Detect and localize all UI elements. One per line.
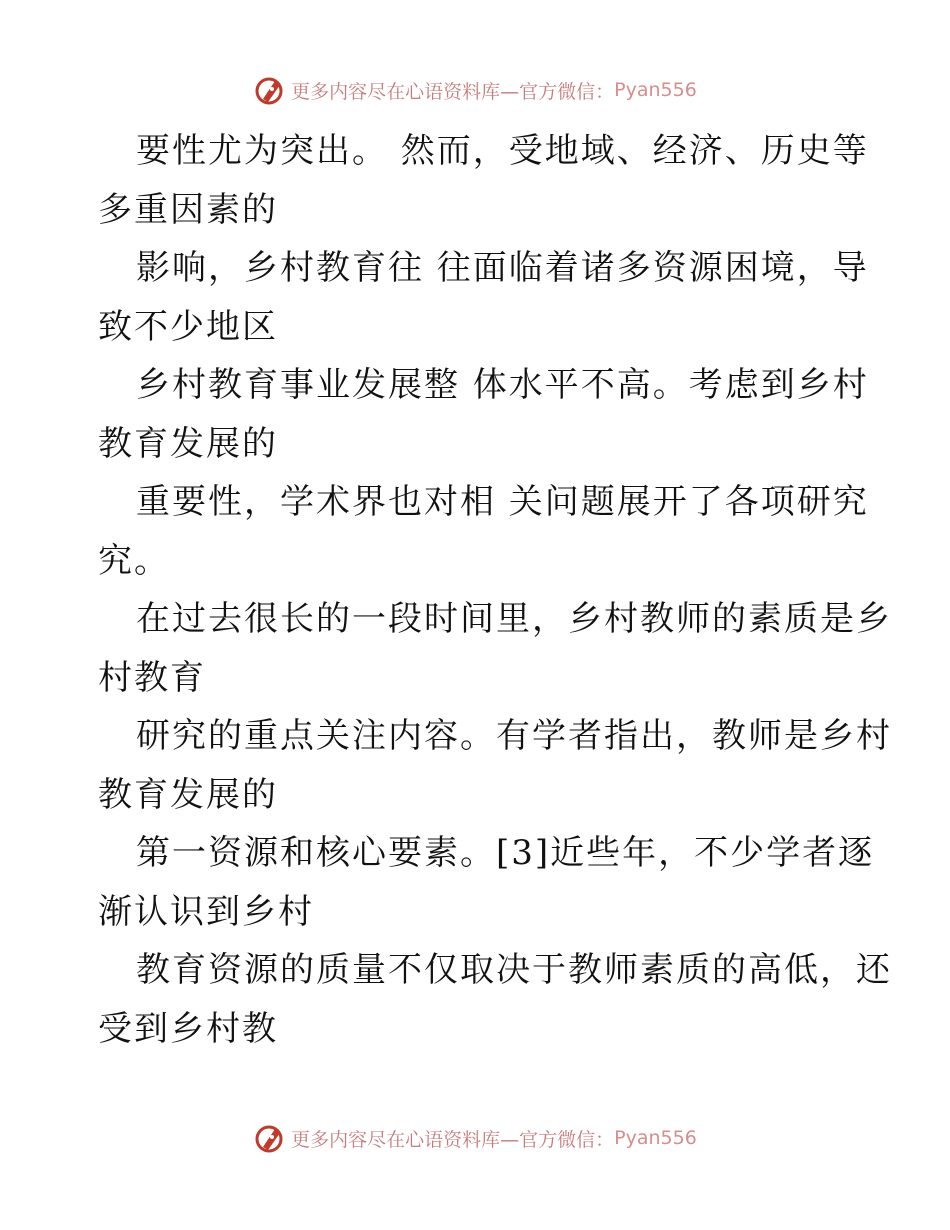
watermark-text: 更多内容尽在心语资料库—官方微信： <box>291 80 615 103</box>
text-line: 研究的重点关注内容。有学者指出，教师是乡村 <box>136 716 892 756</box>
watermark-text: 更多内容尽在心语资料库—官方微信： <box>291 1128 615 1151</box>
text-line: 受到乡村教 <box>98 1008 278 1049</box>
text-line: 多重因素的 <box>98 189 278 230</box>
footer-watermark <box>0 1118 950 1158</box>
text-line: 致不少地区 <box>98 306 278 347</box>
text-line: 教育发展的 <box>98 774 278 815</box>
text-line: 在过去很长的一段时间里，乡村教师的素质是乡 <box>136 599 892 639</box>
document-body <box>98 122 898 1058</box>
text-line: 究。 <box>98 540 170 581</box>
text-line: 第一资源和核心要素。[3]近些年，不少学者逐 <box>136 833 875 873</box>
pen-nib-seal-icon <box>253 73 287 107</box>
pen-nib-seal-icon <box>253 1121 287 1155</box>
text-line: 村教育 <box>98 657 206 698</box>
text-line: 教育发展的 <box>98 423 278 464</box>
text-line: 教育资源的质量不仅取决于教师素质的高低，还 <box>136 950 892 990</box>
watermark-handle: Pyan556 <box>614 1127 697 1149</box>
text-line: 渐认识到乡村 <box>98 891 314 932</box>
text-line: 要性尤为突出。 然而，受地域、经济、历史等 <box>136 131 869 171</box>
header-watermark <box>0 70 950 110</box>
text-line: 乡村教育事业发展整 体水平不高。考虑到乡村 <box>136 365 869 405</box>
watermark-handle: Pyan556 <box>614 79 697 101</box>
text-line: 影响，乡村教育往 往面临着诸多资源困境，导 <box>136 248 869 288</box>
text-line: 重要性，学术界也对相 关问题展开了各项研究 <box>136 482 869 522</box>
